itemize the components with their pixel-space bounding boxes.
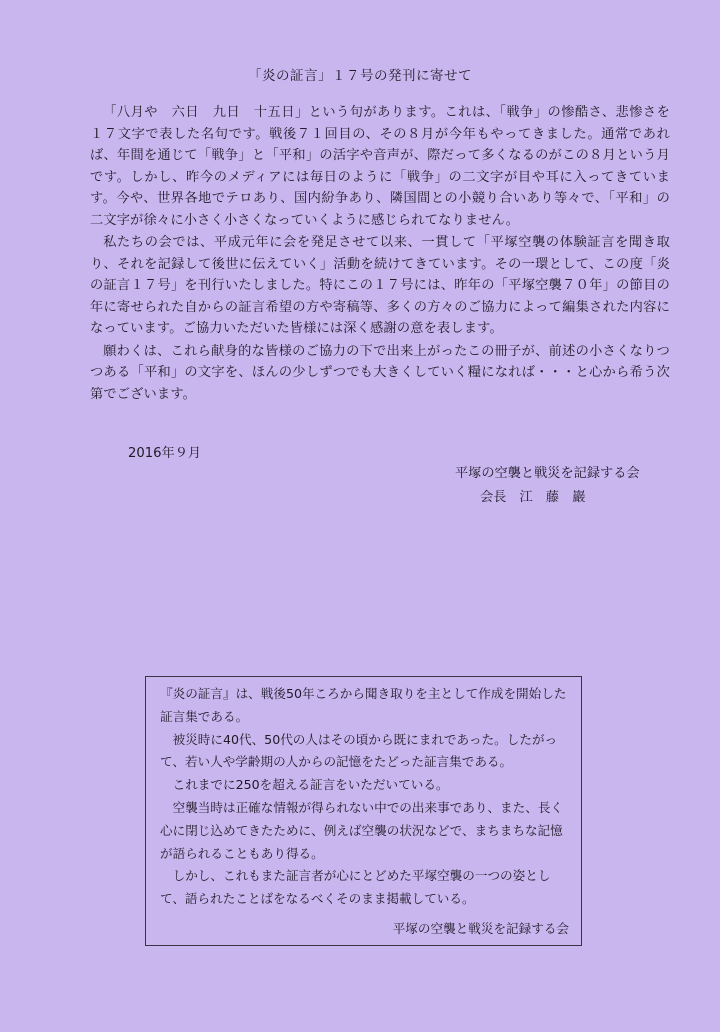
- note-paragraph: 空襲当時は正確な情報が得られない中での出来事であり、また、長く心に閉じ込めてきたために、例えば空襲の状況などで、まちまちな記憶が語られることもあり得る。: [160, 799, 563, 861]
- paragraph: 願わくは、これら献身的な皆様のご協力の下で出来上がったこの冊子が、前述の小さくなりつつある「平和」の文字を、ほんの少しずつでも大きくしていく糧になれば・・・と心から希う次第でございます。: [90, 343, 670, 402]
- note-paragraph: 被災時に40代、50代の人はその頃から既にまれであった。したがって、若い人や学齢期の人からの記憶をたどった証言集である。: [160, 731, 558, 770]
- document-title: 「炎の証言」１７号の発刊に寄せて: [248, 68, 472, 84]
- document-date: 2016年９月: [128, 446, 202, 461]
- note-box: [145, 676, 582, 946]
- note-signature: 平塚の空襲と戦災を記録する会: [392, 921, 569, 937]
- organization-name: 平塚の空襲と戦災を記録する会: [455, 466, 640, 481]
- paragraph: 私たちの会では、平成元年に会を発足させて以来、一貫して「平塚空襲の体験証言を聞き取り、それを記録して後世に伝えていく」活動を続けてきています。その一環として、この度「炎の証言１７号」を刊行いたしました。特にこの１７号には、昨年の「平塚空襲７０年」の節目の年に寄せられた自からの証言希望の方や寄稿等、多くの方々のご協力によって編集された内容になっています。ご協力いただいた皆様には深く感謝の意を表します。: [90, 235, 670, 336]
- paragraph: 「八月や 六日 九日 十五日」という句があります。これは、「戦争」の惨酷さ、悲惨さを１７文字で表した名句です。戦後７１回目の、その８月が今年もやってきました。通常であれば、年間を通じて「戦争」と「平和」の活字や音声が、際だって多くなるのがこの８月という月です。しかし、昨今のメディアには毎日のように「戦争」の二文字が目や耳に入ってきています。今や、世界各地でテロあり、国内紛争あり、隣国間との小競り合いあり等々で、「平和」の二文字が徐々に小さく小さくなっていくように感じられてなりません。: [90, 105, 670, 228]
- main-text: [90, 102, 670, 406]
- note-paragraph: しかし、これもまた証言者が心にとどめた平塚空襲の一つの姿として、語られたことばをなるべくそのまま掲載している。: [160, 868, 551, 907]
- president-signature: 会長 江 藤 巖: [480, 490, 586, 505]
- note-paragraph: これまでに250を超える証言をいただいている。: [172, 777, 449, 793]
- note-paragraph: 『炎の証言』は、戦後50年ころから聞き取りを主として作成を開始した証言集である。: [160, 686, 567, 724]
